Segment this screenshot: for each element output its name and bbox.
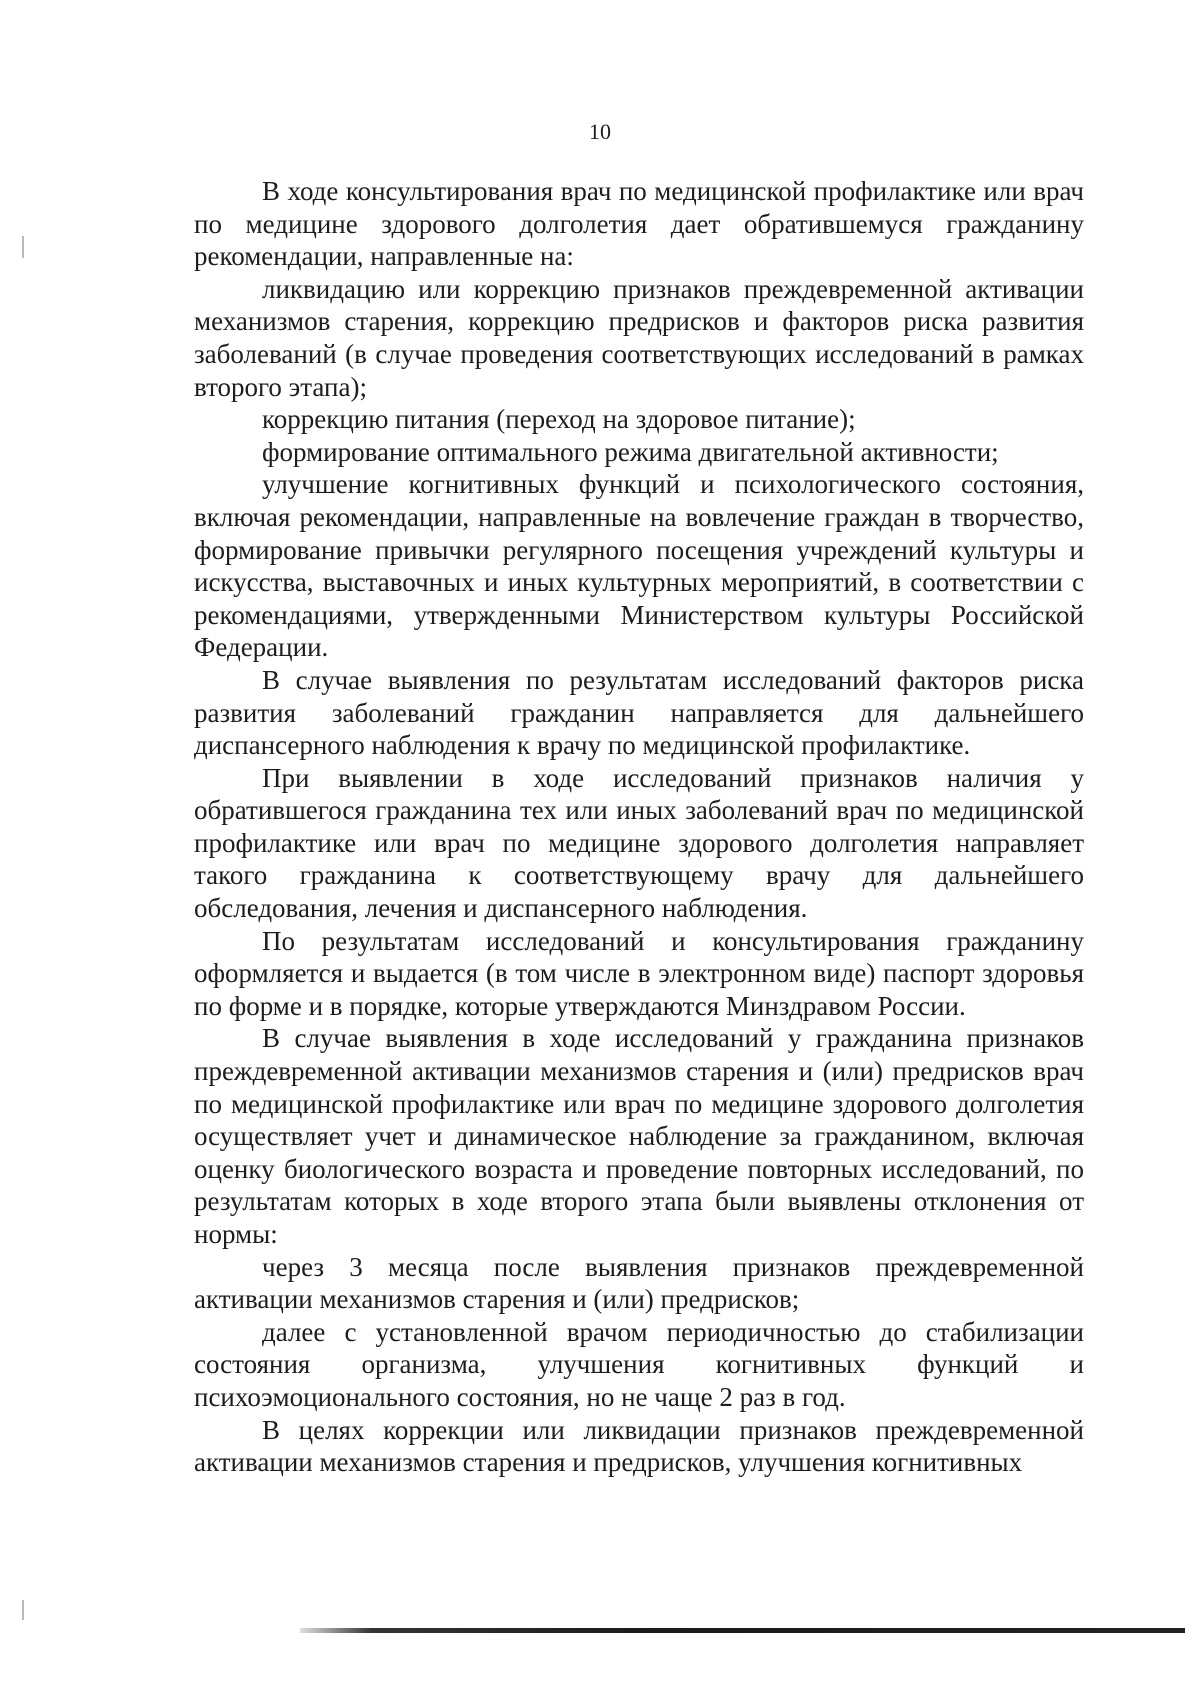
paragraph-monitoring: В случае выявления в ходе исследований у гражданина признаков преждевременной активации механизмов старения и (или) предрисков врач по медицинской профилактике или врач по медицине здорового долголетия осуществляет учет и динамическое наблюдение за гражданином, включая оценку биологического возраста и проведение повторных исследований, по результатам которых в ходе второго этапа были выявлены отклонения от нормы:	[194, 1023, 1084, 1249]
page-number: 10	[589, 119, 611, 144]
document-body	[194, 175, 1084, 1479]
paragraph-recommendation-aging: ликвидацию или коррекцию признаков преждевременной активации механизмов старения, коррекцию предрисков и факторов риска развития заболеваний (в случае проведения соответствующих исследований в рамках второго этапа);	[194, 273, 1084, 402]
paragraph-correction-goals: В целях коррекции или ликвидации признаков преждевременной активации механизмов старения и предрисков, улучшения когнитивных	[194, 1414, 1084, 1478]
scan-margin-mark	[22, 236, 24, 258]
paragraph-disease-referral: При выявлении в ходе исследований признаков наличия у обратившегося гражданина тех или иных заболеваний врач по медицинской профилактике или врач по медицине здорового долголетия направляет такого гражданина к соответствующему врачу для дальнейшего обследования, лечения и диспансерного наблюдения.	[194, 762, 1084, 924]
paragraph-recommendation-nutrition: коррекцию питания (переход на здоровое питание);	[262, 404, 856, 435]
paragraph-recommendation-cognitive: улучшение когнитивных функций и психологического состояния, включая рекомендации, направленные на вовлечение граждан в творчество, формирование привычки регулярного посещения учреждений культуры и искусства, выставочных и иных культурных мероприятий, в соответствии с рекомендациями, утвержденными Министерством культуры Российской Федерации.	[194, 469, 1084, 663]
paragraph-risk-factors: В случае выявления по результатам исследований факторов риска развития заболеваний гражданин направляется для дальнейшего диспансерного наблюдения к врачу по медицинской профилактике.	[194, 664, 1084, 761]
paragraph-consultation-intro: В ходе консультирования врач по медицинской профилактике или врач по медицине здорового долголетия дает обратившемуся гражданину рекомендации, направленные на:	[194, 176, 1084, 272]
paragraph-health-passport: По результатам исследований и консультирования гражданину оформляется и выдается (в том числе в электронном виде) паспорт здоровья по форме и в порядке, которые утверждаются Минздравом России.	[194, 925, 1084, 1021]
scan-margin-mark	[22, 1600, 24, 1620]
paragraph-recommendation-activity: формирование оптимального режима двигательной активности;	[262, 436, 999, 467]
bottom-rule	[300, 1628, 1185, 1633]
paragraph-monitoring-3-months: через 3 месяца после выявления признаков преждевременной активации механизмов старения и (или) предрисков;	[194, 1251, 1084, 1315]
paragraph-monitoring-periodic: далее с установленной врачом периодичностью до стабилизации состояния организма, улучшения когнитивных функций и психоэмоционального состояния, но не чаще 2 раз в год.	[194, 1316, 1084, 1412]
